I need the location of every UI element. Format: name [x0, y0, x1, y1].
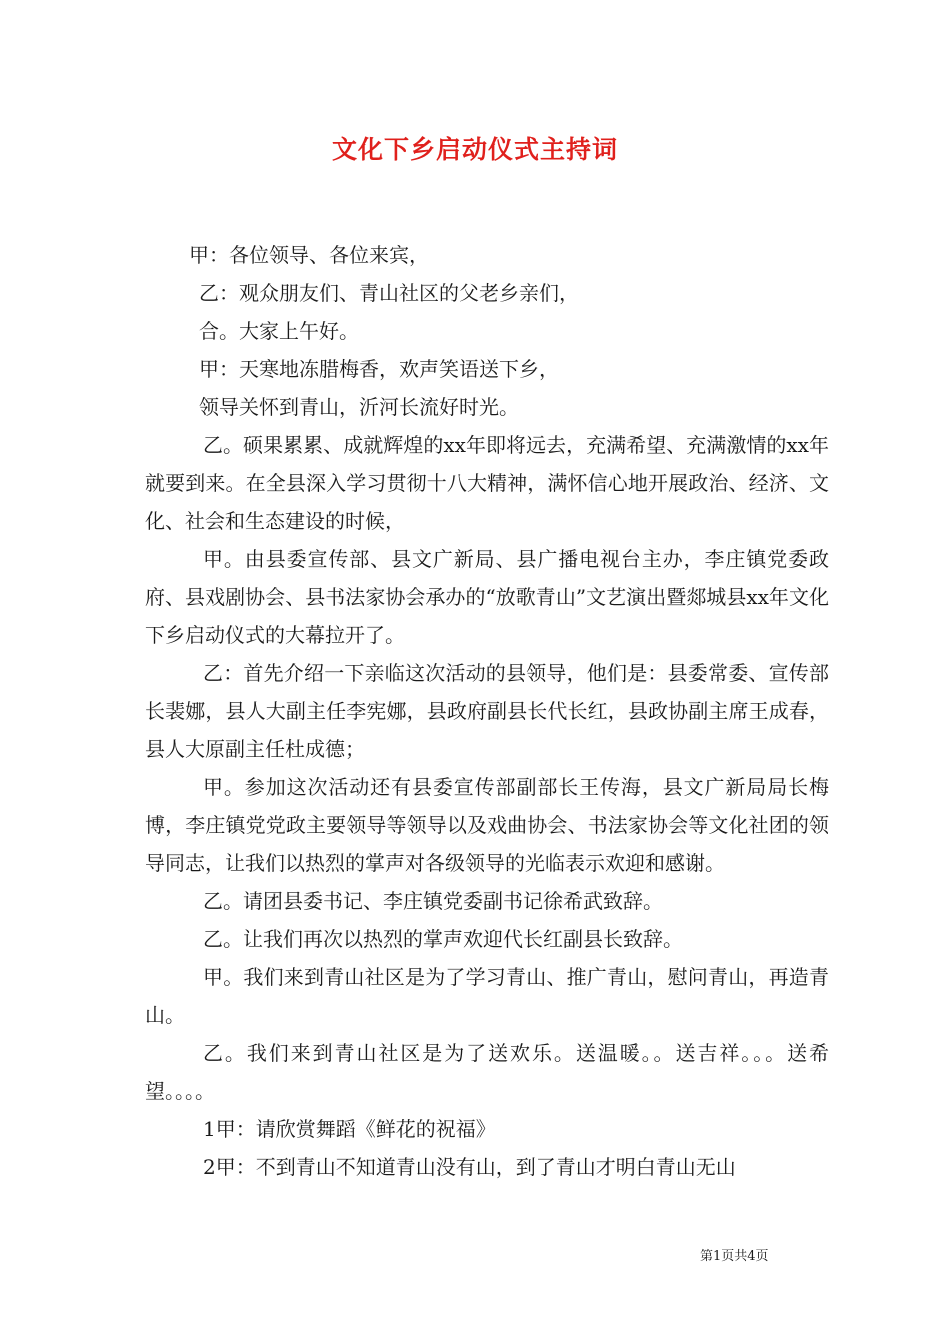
- paragraph: 甲：天寒地冻腊梅香，欢声笑语送下乡，: [199, 357, 559, 381]
- paragraph: 甲：各位领导、各位来宾，: [189, 243, 429, 267]
- paragraph: 乙。我们来到青山社区是为了送欢乐。送温暖。。送吉祥。。。送希望。。。。: [145, 1041, 829, 1103]
- paragraph: 领导关怀到青山，沂河长流好时光。: [199, 395, 519, 419]
- paragraph: 乙。硕果累累、成就辉煌的xx年即将远去，充满希望、充满激情的xx年就要到来。在全县深入学习贯彻十八大精神，满怀信心地开展政治、经济、文化、社会和生态建设的时候，: [145, 433, 829, 533]
- paragraph: 甲。由县委宣传部、县文广新局、县广播电视台主办，李庄镇党委政府、县戏剧协会、县书法家协会承办的“放歌青山”文艺演出暨郯城县xx年文化下乡启动仪式的大幕拉开了。: [145, 547, 829, 647]
- paragraph: 乙。让我们再次以热烈的掌声欢迎代长红副县长致辞。: [203, 927, 683, 951]
- paragraph: 乙：首先介绍一下亲临这次活动的县领导，他们是：县委常委、宣传部长裴娜，县人大副主任李宪娜，县政府副县长代长红，县政协副主席王成春，县人大原副主任杜成德；: [145, 661, 829, 761]
- document-title: 文化下乡启动仪式主持词: [331, 135, 618, 164]
- paragraph: 乙：观众朋友们、青山社区的父老乡亲们，: [199, 281, 579, 305]
- paragraph: 合。大家上午好。: [199, 319, 359, 343]
- paragraph: 2甲：不到青山不知道青山没有山，到了青山才明白青山无山: [203, 1155, 736, 1179]
- page-number: 第1页共4页: [700, 1249, 769, 1264]
- document-body: [145, 236, 829, 1186]
- paragraph: 乙。请团县委书记、李庄镇党委副书记徐希武致辞。: [203, 889, 663, 913]
- paragraph: 1甲：请欣赏舞蹈《鲜花的祝福》: [203, 1117, 496, 1141]
- paragraph: 甲。参加这次活动还有县委宣传部副部长王传海，县文广新局局长梅博，李庄镇党党政主要领导等领导以及戏曲协会、书法家协会等文化社团的领导同志，让我们以热烈的掌声对各级领导的光临表示欢迎和感谢。: [145, 775, 829, 875]
- paragraph: 甲。我们来到青山社区是为了学习青山、推广青山，慰问青山，再造青山。: [145, 965, 829, 1027]
